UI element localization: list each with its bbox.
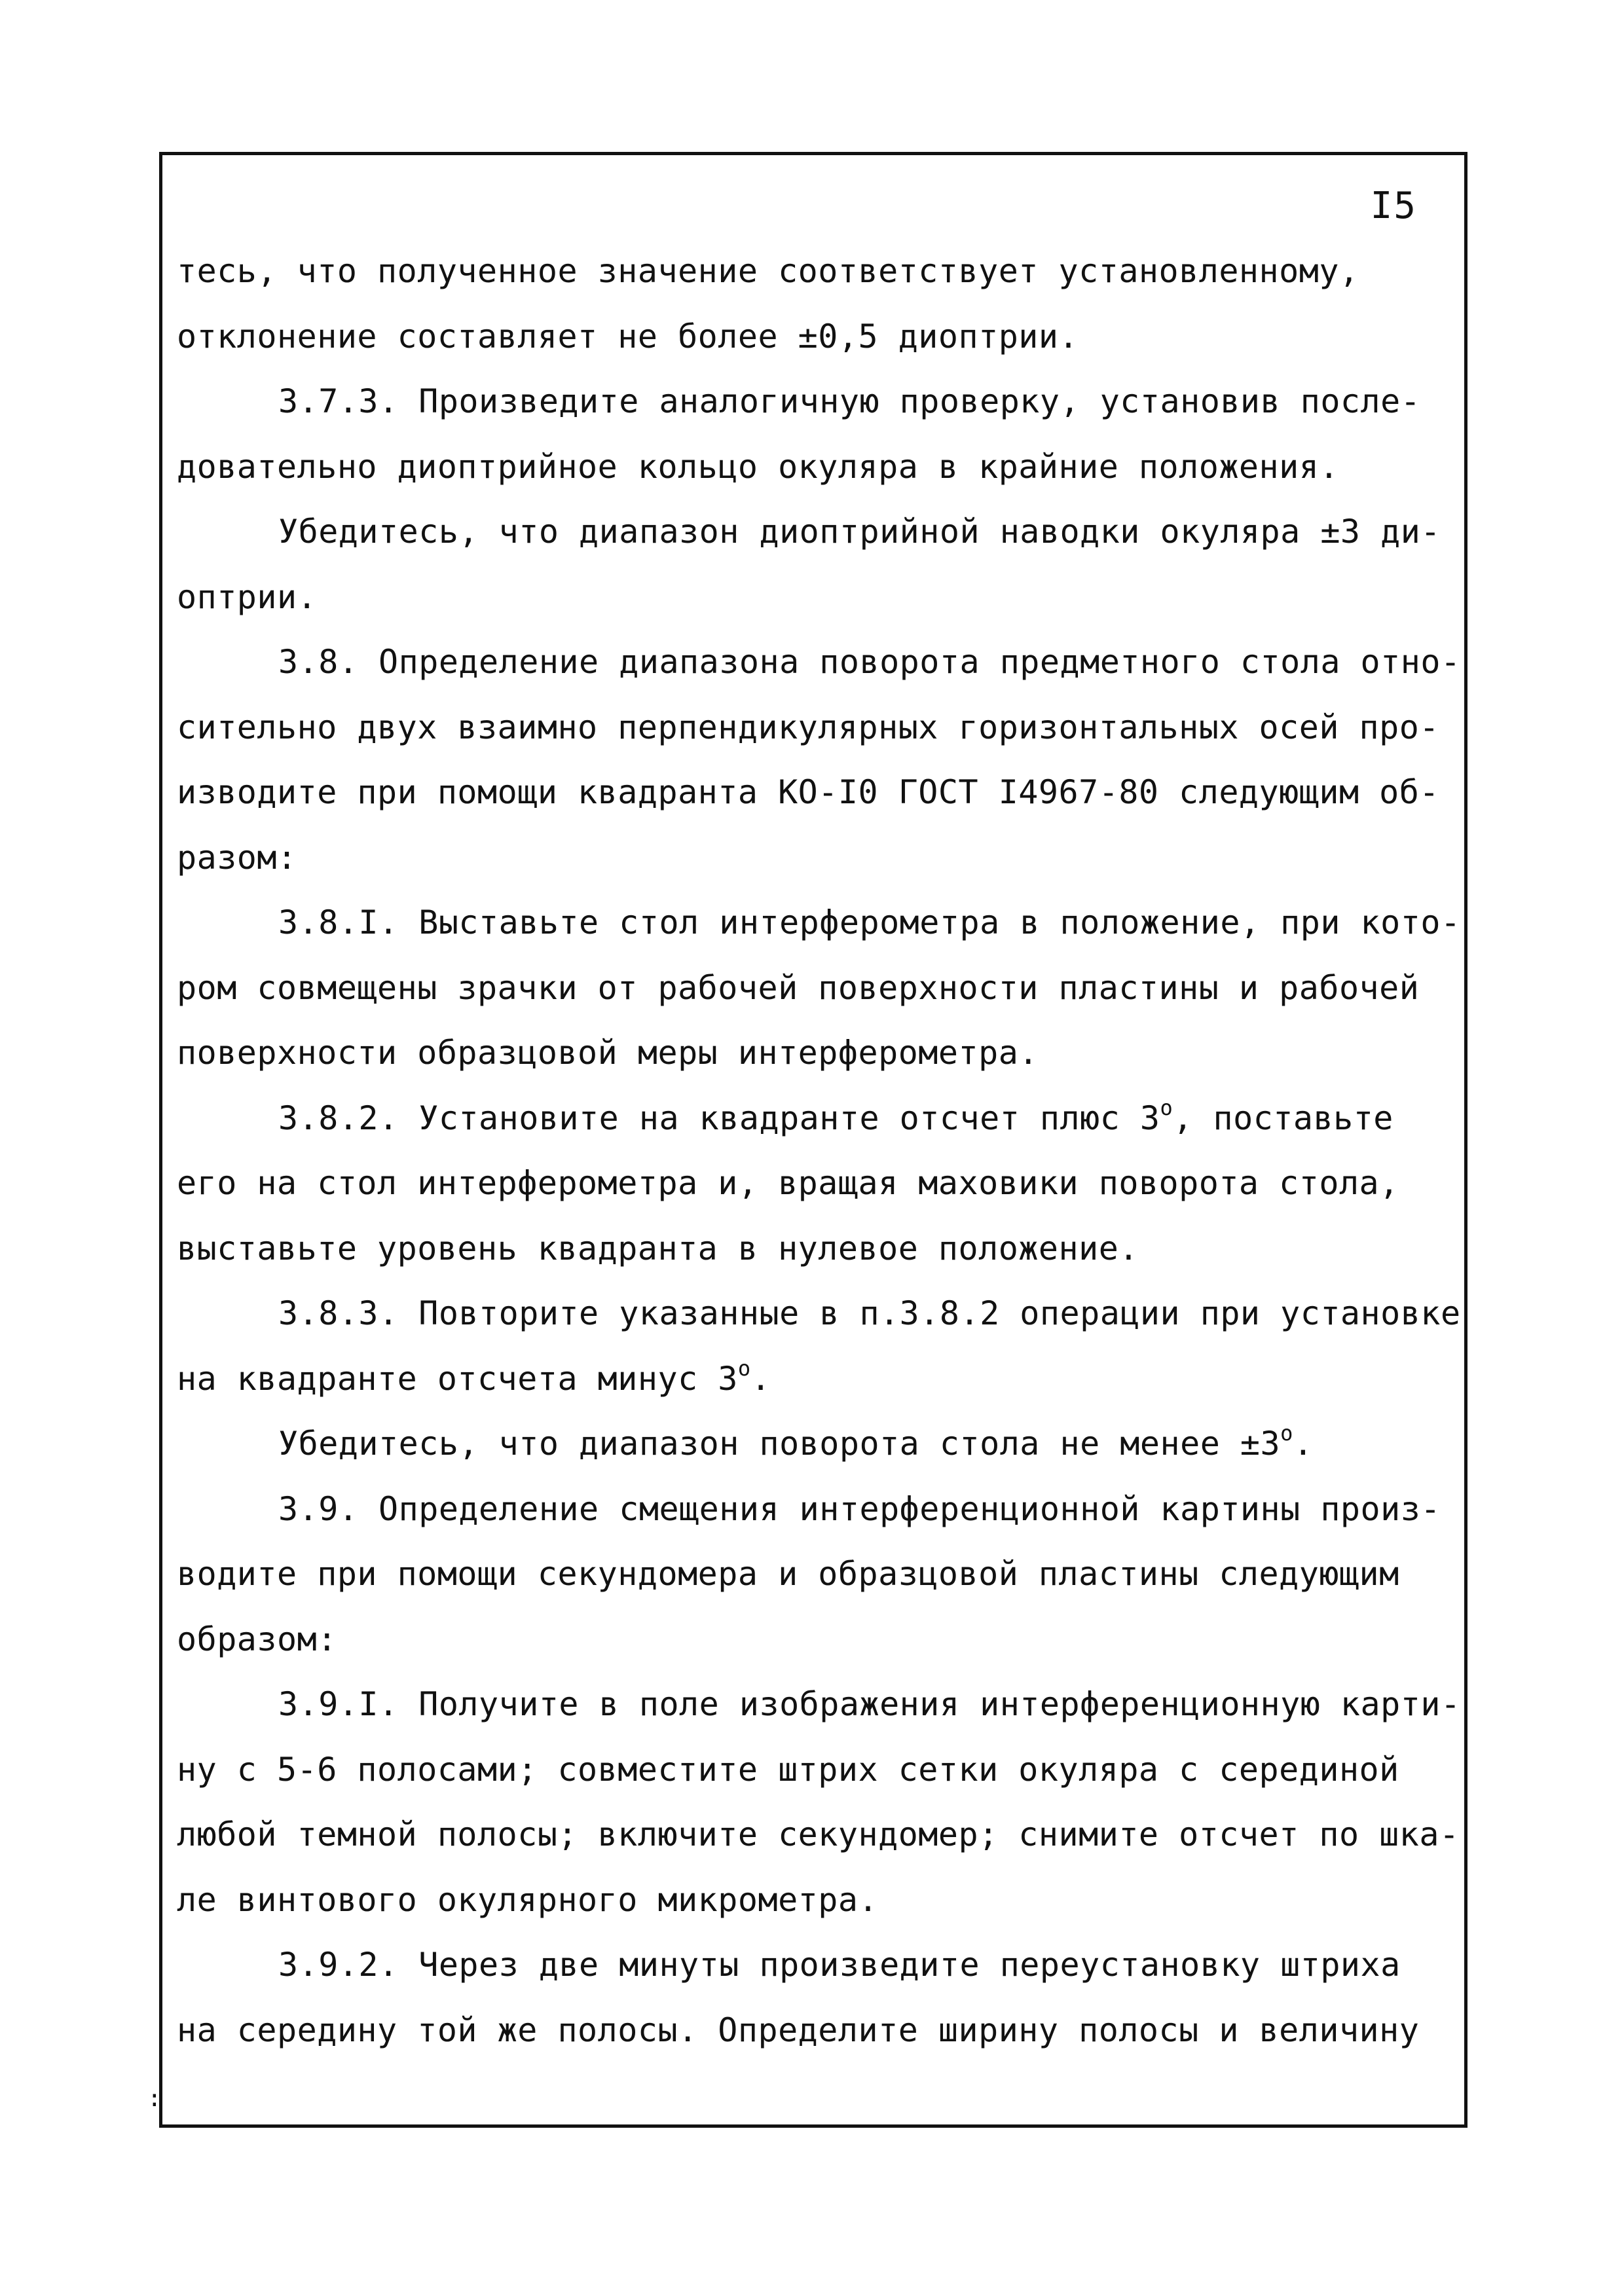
line-text: любой темной полосы; включите секундомер; снимите отсчет по шка- [177, 1815, 1460, 1853]
page-frame [159, 152, 1467, 2128]
line-tail: , поставьте [1173, 1099, 1393, 1137]
text-line [177, 1802, 1460, 1868]
line-tail: . [750, 1359, 771, 1398]
line-text: ле винтового окулярного микрометра. [177, 1880, 879, 1919]
line-text: образом: [177, 1620, 337, 1658]
text-line [177, 760, 1460, 826]
text-line [177, 695, 1460, 761]
line-text: Убедитесь, что диапазон поворота стола не менее ±3 [278, 1425, 1281, 1463]
line-text: 3.8.2. Установите на квадранте отсчет плюс 3 [278, 1099, 1160, 1137]
text-line [177, 890, 1460, 956]
text-line [177, 826, 1460, 891]
line-text: 3.8.3. Повторите указанные в п.3.8.2 операции при установке [278, 1294, 1461, 1332]
text-line [177, 239, 1460, 304]
line-text: выставьте уровень квадранта в нулевое положение. [177, 1229, 1139, 1267]
line-text: Убедитесь, что диапазон диоптрийной наводки окуляра ±3 ди- [278, 513, 1441, 551]
text-line [177, 1412, 1460, 1477]
degree-superscript: о [737, 1355, 751, 1381]
text-line [177, 304, 1460, 370]
line-text: 3.9. Определение смещения интерференционной картины произ- [278, 1489, 1441, 1528]
line-text: изводите при помощи квадранта КО-I0 ГОСТ I4967-80 следующим об- [177, 773, 1439, 811]
text-line [177, 1477, 1460, 1542]
line-text: 3.8. Определение диапазона поворота предметного стола отно- [278, 643, 1461, 681]
degree-superscript: о [1280, 1421, 1293, 1446]
line-text: на середину той же полосы. Определите ширину полосы и величину [177, 2011, 1420, 2049]
body-text [177, 239, 1460, 2063]
text-line [177, 1021, 1460, 1086]
text-line [177, 1933, 1460, 1998]
text-line [177, 1738, 1460, 1803]
text-line [177, 1347, 1460, 1412]
line-text: его на стол интерферометра и, вращая маховики поворота стола, [177, 1164, 1399, 1202]
text-line [177, 1672, 1460, 1738]
text-line [177, 1216, 1460, 1282]
margin-marks: : [147, 2085, 162, 2112]
line-text: разом: [177, 838, 297, 877]
text-line [177, 1281, 1460, 1347]
text-line [177, 1542, 1460, 1607]
line-text: сительно двух взаимно перпендикулярных горизонтальных осей про- [177, 708, 1439, 746]
line-text: довательно диоптрийное кольцо окуляра в крайние положения. [177, 447, 1339, 486]
text-line [177, 1607, 1460, 1673]
line-text: 3.8.I. Выставьте стол интерферометра в положение, при кото- [278, 903, 1461, 941]
line-text: поверхности образцовой меры интерферометра. [177, 1034, 1039, 1072]
text-line [177, 435, 1460, 500]
text-line [177, 369, 1460, 435]
text-line [177, 1151, 1460, 1216]
line-text: ром совмещены зрачки от рабочей поверхности пластины и рабочей [177, 968, 1420, 1007]
line-text: тесь, что полученное значение соответствует установленному, [177, 252, 1359, 290]
line-text: на квадранте отсчета минус 3 [177, 1359, 738, 1398]
line-text: отклонение составляет не более ±0,5 диоптрии. [177, 317, 1079, 355]
line-text: 3.9.2. Через две минуты произведите переустановку штриха [278, 1946, 1401, 1984]
text-line [177, 500, 1460, 565]
text-line [177, 1868, 1460, 1933]
line-text: ну с 5-6 полосами; совместите штрих сетки окуляра с серединой [177, 1750, 1399, 1789]
text-line [177, 630, 1460, 695]
line-text: 3.9.I. Получите в поле изображения интерференционную карти- [278, 1685, 1461, 1723]
line-text: оптрии. [177, 577, 318, 616]
text-line [177, 565, 1460, 630]
page-number: I5 [1370, 185, 1417, 227]
line-text: 3.7.3. Произведите аналогичную проверку, установив после- [278, 382, 1421, 420]
text-line [177, 1998, 1460, 2064]
line-text: водите при помощи секундомера и образцовой пластины следующим [177, 1555, 1399, 1593]
text-line [177, 1086, 1460, 1152]
degree-superscript: о [1160, 1095, 1173, 1120]
line-tail: . [1293, 1425, 1314, 1463]
text-line [177, 956, 1460, 1021]
